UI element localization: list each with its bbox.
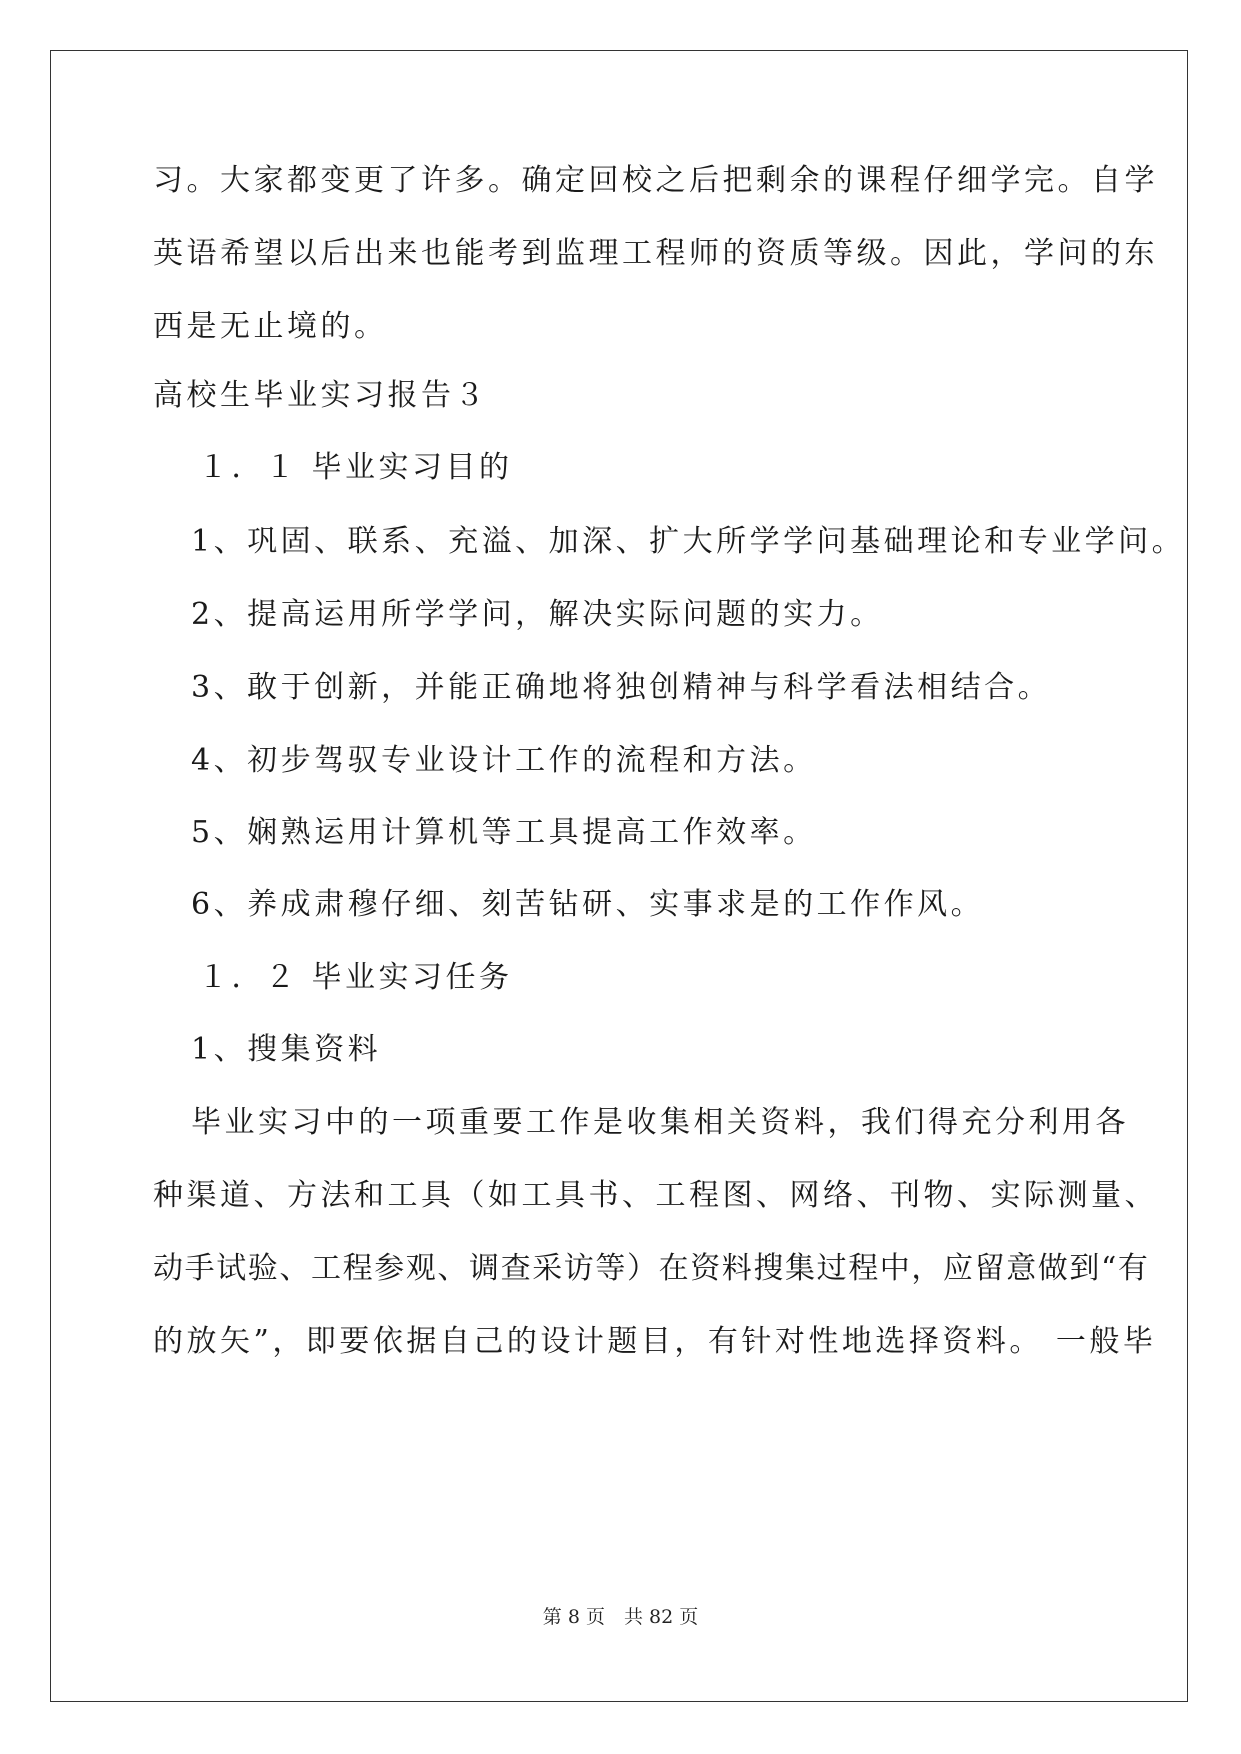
list-item: 1、巩固、联系、充溢、加深、扩大所学学问基础理论和专业学问。 [191, 524, 1186, 559]
subsection-heading: １．１ 毕业实习目的 [198, 450, 513, 485]
subsection-heading: １．２ 毕业实习任务 [198, 960, 513, 995]
paragraph-line: 英语希望以后出来也能考到监理工程师的资质等级。因此，学问的东 [153, 236, 1158, 271]
list-item: 1、搜集资料 [191, 1032, 382, 1067]
paragraph-line: 动手试验、工程参观、调查采访等）在资料搜集过程中，应留意做到“有 [153, 1251, 1150, 1286]
list-item: 4、初步驾驭专业设计工作的流程和方法。 [191, 743, 817, 778]
list-item: 5、娴熟运用计算机等工具提高工作效率。 [191, 815, 817, 850]
page-border [50, 50, 1188, 1702]
list-item: 6、养成肃穆仔细、刻苦钻研、实事求是的工作作风。 [191, 887, 985, 922]
paragraph-line: 西是无止境的。 [153, 309, 388, 344]
paragraph-line: 习。大家都变更了许多。确定回校之后把剩余的课程仔细学完。自学 [153, 163, 1158, 198]
paragraph-line: 种渠道、方法和工具（如工具书、工程图、网络、刊物、实际测量、 [153, 1178, 1158, 1213]
page-number: 第 8 页 共 82 页 [542, 1606, 699, 1628]
paragraph-line: 毕业实习中的一项重要工作是收集相关资料，我们得充分利用各 [191, 1105, 1129, 1140]
list-item: 3、敢于创新，并能正确地将独创精神与科学看法相结合。 [191, 670, 1052, 705]
section-heading: 高校生毕业实习报告３ [153, 378, 488, 413]
list-item: 2、提高运用所学学问，解决实际问题的实力。 [191, 597, 884, 632]
paragraph-line: 的放矢”，即要依据自己的设计题目，有针对性地选择资料。 一般毕 [153, 1324, 1157, 1359]
